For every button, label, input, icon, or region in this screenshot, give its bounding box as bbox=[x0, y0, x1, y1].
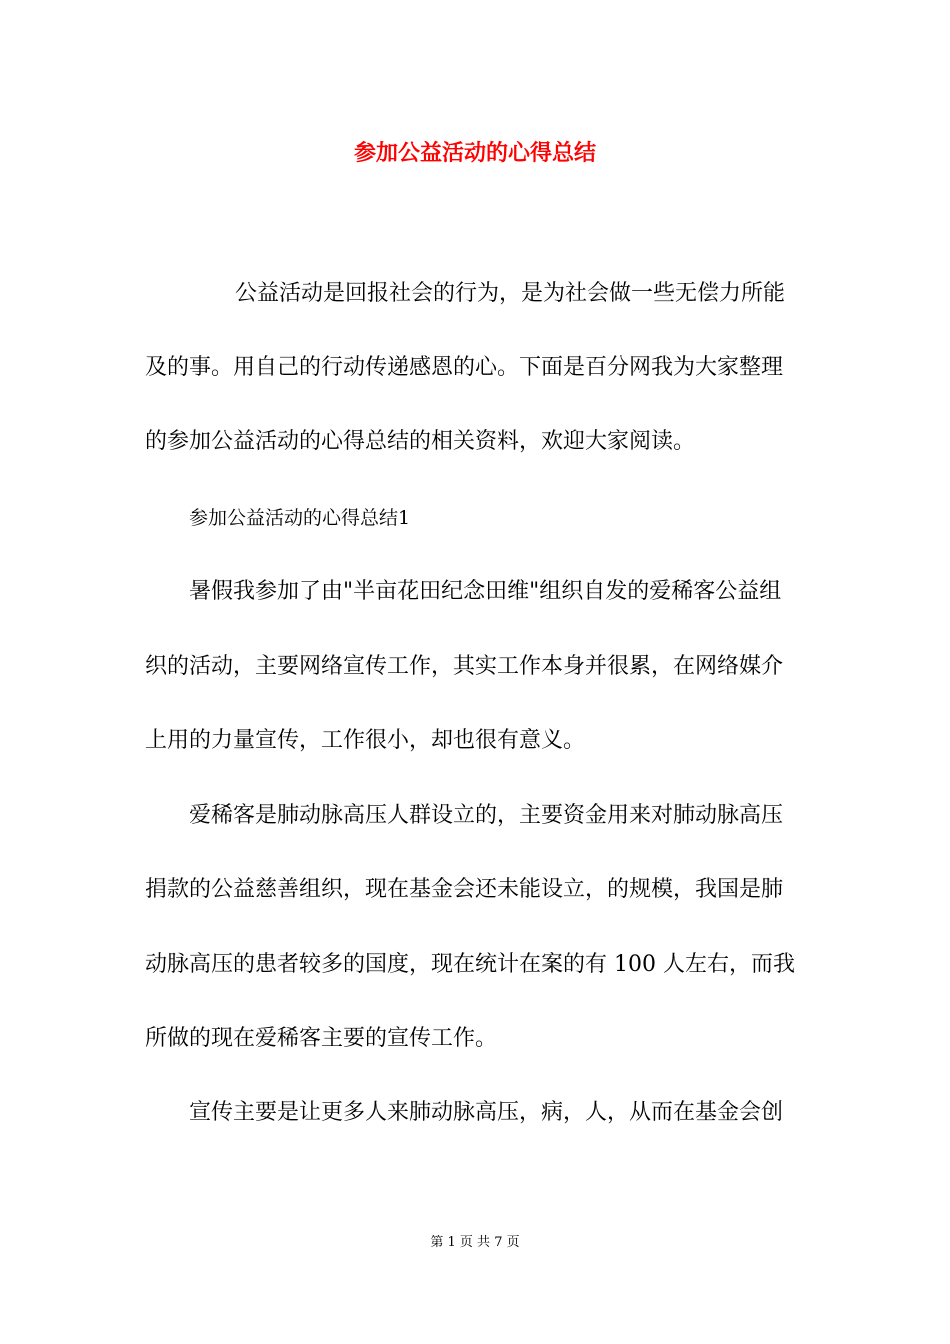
section-heading: 参加公益活动的心得总结1 bbox=[189, 507, 411, 529]
paragraph-line: 宣传主要是让更多人来肺动脉高压，病，人，从而在基金会创 bbox=[189, 1100, 784, 1125]
paragraph-line: 公益活动是回报社会的行为，是为社会做一些无偿力所能 bbox=[235, 281, 786, 306]
paragraph-line: 的参加公益活动的心得总结的相关资料，欢迎大家阅读。 bbox=[145, 429, 696, 454]
paragraph-line: 暑假我参加了由"半亩花田纪念田维"组织自发的爱稀客公益组 bbox=[189, 579, 782, 604]
paragraph-line: 所做的现在爱稀客主要的宣传工作。 bbox=[145, 1026, 498, 1051]
page-number-footer: 第 1 页 共 7 页 bbox=[430, 1235, 520, 1250]
paragraph-line: 织的活动，主要网络宣传工作，其实工作本身并很累，在网络媒介 bbox=[145, 654, 784, 679]
paragraph-line: 上用的力量宣传，工作很小，却也很有意义。 bbox=[145, 728, 586, 753]
paragraph-line: 捐款的公益慈善组织，现在基金会还未能设立，的规模，我国是肺 bbox=[145, 877, 784, 902]
paragraph-line: 动脉高压的患者较多的国度，现在统计在案的有 100 人左右，而我 bbox=[145, 952, 795, 977]
paragraph-line: 及的事。用自己的行动传递感恩的心。下面是百分网我为大家整理 bbox=[145, 355, 784, 380]
paragraph-line: 爱稀客是肺动脉高压人群设立的，主要资金用来对肺动脉高压 bbox=[189, 803, 784, 828]
document-title: 参加公益活动的心得总结 bbox=[353, 141, 596, 166]
